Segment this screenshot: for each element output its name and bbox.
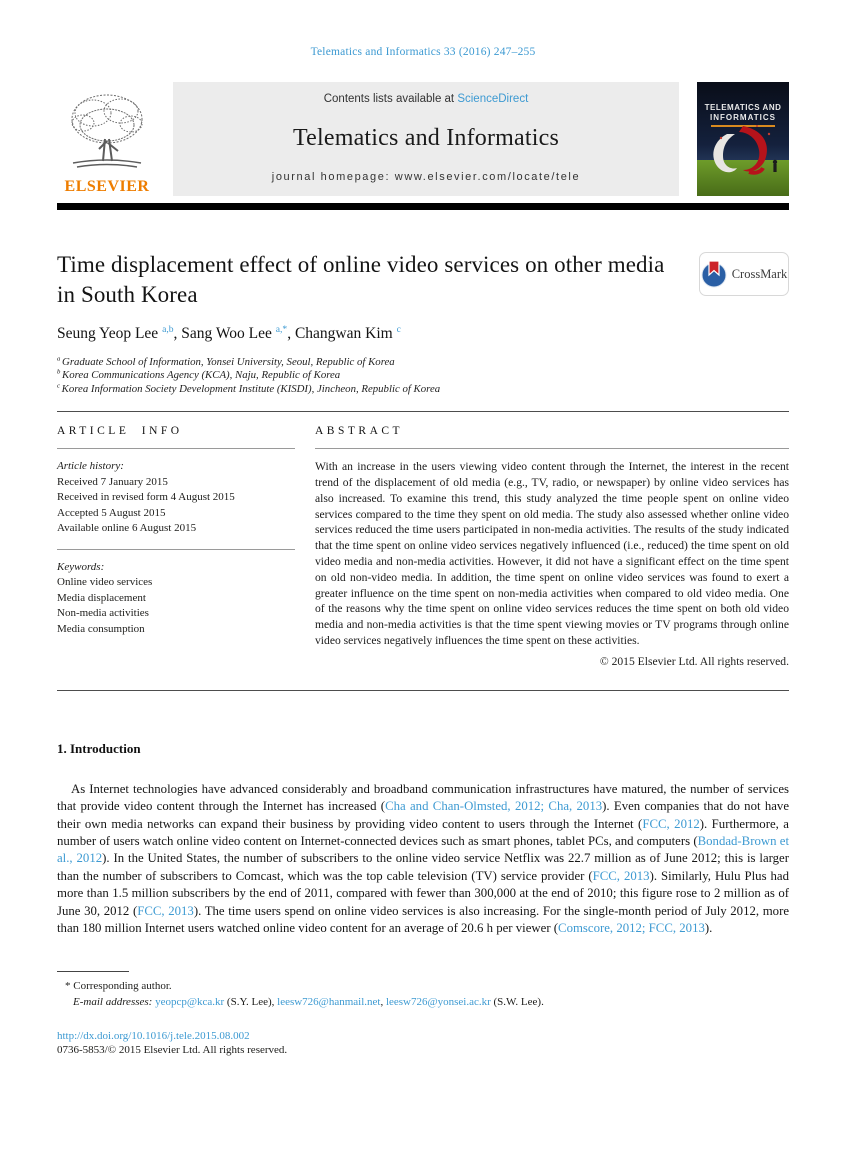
- elsevier-wordmark: ELSEVIER: [64, 178, 150, 195]
- title-row: [57, 250, 789, 311]
- inline-link[interactable]: Bondad-Brown et al., 2012: [57, 834, 790, 866]
- issn-copyright-line: 0736-5853/© 2015 Elsevier Ltd. All rights reserved.: [57, 1044, 288, 1057]
- inline-link[interactable]: FCC, 2013: [592, 868, 650, 883]
- inline-link[interactable]: c: [396, 323, 401, 335]
- doi-block: [57, 1029, 789, 1057]
- text-segment: , Sang Woo Lee: [173, 324, 276, 342]
- crossmark-label: CrossMark: [731, 266, 788, 281]
- keywords-rule: [57, 549, 295, 550]
- article-info-column: [57, 425, 295, 668]
- introduction-section: [57, 741, 789, 938]
- crossmark-badge[interactable]: [699, 252, 789, 296]
- abstract-copyright: © 2015 Elsevier Ltd. All rights reserved.: [599, 654, 789, 668]
- affiliation-b: [57, 369, 789, 383]
- affiliations: [57, 356, 789, 397]
- article-title: Time displacement effect of online video services on other media in South Korea: [57, 252, 665, 308]
- text-segment: ). In the United States, the number of subscribers to the online video service Netflix was 22.7 million as of June 2012; this is larger than the number of subscribers to Comcast, which was the top cable television (TV) service provider (: [57, 851, 789, 883]
- text-segment: (S.Y. Lee),: [224, 996, 278, 1009]
- history-line: Received 7 January 2015: [57, 475, 168, 488]
- keyword-line: Media displacement: [57, 591, 146, 604]
- email-addresses-line: [57, 995, 789, 1009]
- text-segment: (S.W. Lee).: [490, 996, 544, 1009]
- abstract-text: With an increase in the users viewing video content through the Internet, the interest in the recent trend of the displacement of old media (e.g., TV, radio, or newspaper) by online video services has also increased. To examine this trend, this study analyzed the time people spent on online video services compared to the time they spent on old media. The study also assessed whether online video services reduced the time users participated in non-media activities. The results of the study indicated that the time spent on online video services negatively influenced (i.e., reduced) the time spent on old video media and non-media activities. However, it did not have a significant effect on the time spent on old non-video media. In addition, the time spent on online video services was found to exert a greater influence on the time spent on non-media activities when compared to old video media. One of the reasons why the time spent on online video services reduces the time spent on both old video media and non-media activities is that the time spent viewing movies or TV programs through online video services negatively influences the time spent on these activities.: [315, 460, 789, 647]
- inline-link[interactable]: a,b: [162, 323, 174, 335]
- inline-link[interactable]: Cha and Chan-Olmsted, 2012; Cha, 2013: [385, 799, 603, 814]
- journal-info-box: [173, 82, 679, 196]
- elsevier-logo[interactable]: [57, 82, 157, 196]
- crossmark-icon: [701, 259, 727, 289]
- elsevier-tree-icon: [63, 89, 151, 177]
- affiliation-a: [57, 356, 789, 370]
- text-segment: Korea Communications Agency (KCA), Naju, Republic of Korea: [62, 369, 341, 382]
- text-segment: ). The time users spend on online video services is also increasing. For the single-month period of July 2012, more than 180 million Internet users watched online video content for an average of 20.6 h per viewer (: [57, 903, 790, 936]
- text-segment: ). Similarly, Hulu Plus had more than 1.5 million subscribers by the end of 2011, compared with fewer than 300,000 at the end of 2010; this figure rose to 2 million as of June 30, 2012 (: [57, 868, 789, 918]
- sciencedirect-link[interactable]: ScienceDirect: [457, 93, 529, 105]
- abstract-heading: ABSTRACT: [315, 425, 404, 438]
- text-segment: ).: [704, 921, 713, 936]
- journal-cover-image: [697, 82, 789, 196]
- inline-link[interactable]: a,*: [275, 323, 288, 335]
- journal-header: [57, 82, 789, 196]
- inline-link[interactable]: Comscore, 2012; FCC, 2013: [558, 921, 705, 936]
- history-line: Received in revised form 4 August 2015: [57, 491, 235, 504]
- contents-line: [324, 93, 529, 105]
- svg-text:TELEMATICS AND: TELEMATICS AND: [704, 103, 782, 112]
- author-line: [57, 325, 789, 343]
- text-segment: c: [57, 382, 62, 390]
- text-segment: ). Even companies that do not have their own media networks can expand their business by providing video content to users through the Internet (: [57, 799, 789, 831]
- footnote-rule: [57, 971, 129, 972]
- keywords-label: Keywords:: [57, 560, 105, 573]
- contents-prefix: Contents lists available at: [323, 93, 458, 105]
- header-divider-bar: [57, 203, 789, 210]
- affiliation-c: [57, 383, 789, 397]
- text-segment: Korea Information Society Development Institute (KISDI), Jincheon, Republic of Korea: [61, 382, 441, 395]
- journal-citation-link[interactable]: Telematics and Informatics 33 (2016) 247–255: [310, 46, 536, 58]
- text-segment: a: [57, 355, 63, 363]
- inline-link[interactable]: FCC, 2013: [137, 903, 194, 918]
- article-history-label: Article history:: [57, 460, 124, 473]
- text-segment: E-mail addresses:: [73, 996, 156, 1009]
- abstract-column: [315, 425, 789, 668]
- intro-paragraph: [57, 781, 789, 938]
- journal-cover-thumbnail[interactable]: [697, 82, 789, 196]
- keyword-line: Media consumption: [57, 622, 145, 635]
- footnote-block: [57, 971, 789, 1009]
- text-segment: b: [57, 368, 63, 376]
- section-heading: 1. Introduction: [57, 740, 141, 756]
- text-segment: , Changwan Kim: [287, 324, 397, 342]
- text-segment: ). Furthermore, a number of users watch online video content on Internet-connected devices such as smart phones, tablet PCs, and computers (: [57, 816, 789, 848]
- abstract-rule: [315, 448, 789, 449]
- keyword-line: Non-media activities: [57, 607, 149, 620]
- inline-link[interactable]: FCC, 2012: [642, 816, 700, 831]
- info-abstract-block: [57, 411, 789, 691]
- text-segment: ,: [380, 996, 386, 1009]
- keyword-line: Online video services: [57, 576, 153, 589]
- inline-link[interactable]: yeopcp@kca.kr: [155, 996, 225, 1009]
- inline-link[interactable]: leesw726@yonsei.ac.kr: [385, 996, 491, 1009]
- journal-homepage-link[interactable]: journal homepage: www.elsevier.com/locate/tele: [271, 171, 581, 183]
- journal-title: Telematics and Informatics: [292, 124, 560, 151]
- article-info-rule: [57, 448, 295, 449]
- text-segment: As Internet technologies have advanced considerably and broadband communication infrastructures have matured, the number of services that provide video content through the Internet has increased (: [57, 781, 789, 814]
- doi-link[interactable]: http://dx.doi.org/10.1016/j.tele.2015.08.002: [57, 1030, 250, 1043]
- inline-link[interactable]: leesw726@hanmail.net: [277, 996, 381, 1009]
- history-line: Available online 6 August 2015: [57, 522, 197, 535]
- article-info-heading: ARTICLE INFO: [57, 425, 183, 438]
- text-segment: Graduate School of Information, Yonsei University, Seoul, Republic of Korea: [62, 355, 395, 368]
- history-line: Accepted 5 August 2015: [57, 506, 166, 519]
- svg-text:INFORMATICS: INFORMATICS: [710, 113, 776, 122]
- corresponding-author-note: * Corresponding author.: [65, 980, 172, 993]
- text-segment: Seung Yeop Lee: [57, 324, 163, 342]
